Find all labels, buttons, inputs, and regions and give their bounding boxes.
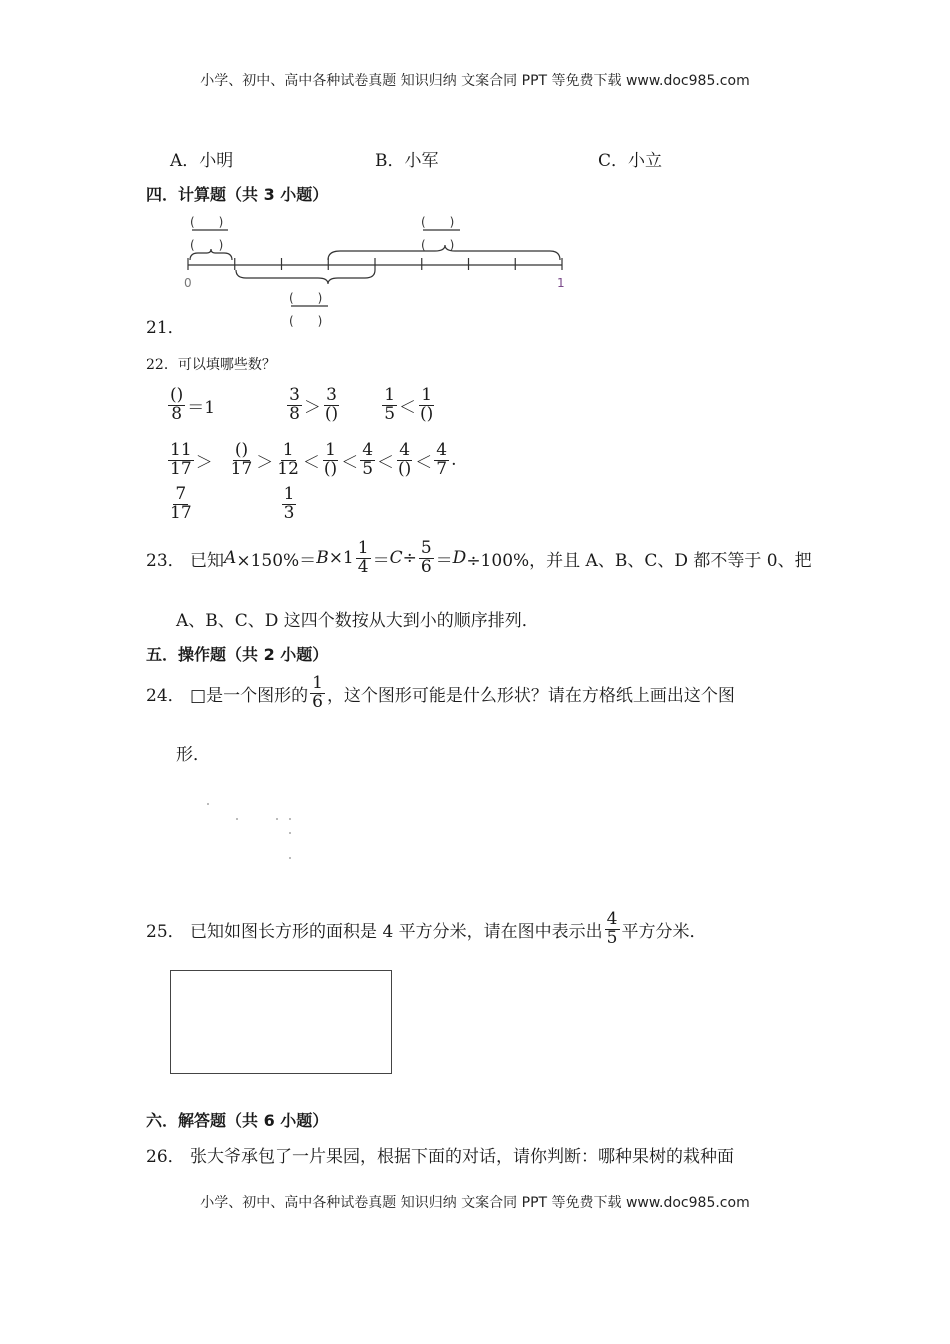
grid-dot [289, 818, 291, 820]
blank-num-bottom: ( ) [289, 291, 323, 305]
q21-number: 21． [146, 318, 185, 338]
grid-dot [236, 818, 238, 820]
fraction: $\frac{1}{3}$ [283, 484, 295, 523]
fraction: $\frac{1}{4}$ [357, 538, 369, 577]
grid-dot [289, 832, 291, 834]
fraction: $\frac{3}{8}$ [289, 385, 300, 424]
q23-line2: A、B、C、D 这四个数按从大到小的顺序排列． [176, 611, 539, 631]
label-one: 1 [557, 276, 565, 290]
fraction: $\frac{4}{5}$ [362, 440, 374, 479]
q26-text: 26． 张大爷承包了一片果园，根据下面的对话，请你判断：哪种果树的栽种面 [146, 1147, 735, 1167]
q22-row1: $\frac{()}{8}$ ＝1 $\frac{3}{8}$ ＞ $\frac{3}{()}$ $\frac{1}{5}$ ＜ $\frac{1}{()}$ [170, 385, 434, 424]
fraction: $\frac{1}{()}$ [420, 385, 434, 424]
section-5-title: 五．操作题（共 2 小题） [146, 645, 329, 664]
fraction: $\frac{5}{6}$ [420, 538, 432, 577]
section-6-title: 六．解答题（共 6 小题） [146, 1111, 329, 1130]
q22-row3 [166, 486, 298, 523]
q24-line1: 24． □是一个图形的 $\frac{1}{6}$ ，这个图形可能是什么形状？请在方格纸上画出这个图 [146, 673, 735, 712]
blank-den-large: ( ) [421, 238, 455, 252]
blank-num-small: ( ) [190, 215, 224, 229]
label-zero: 0 [184, 276, 192, 290]
fraction: $\frac{1}{5}$ [384, 385, 396, 424]
section-4-title: 四．计算题（共 3 小题） [146, 185, 329, 204]
q22-row2: $\frac{11}{17}$ ＞ $\frac{()}{17}$ ＞ $\frac{1}{12}$ ＜ $\frac{1}{()}$ ＜ $\frac{4}{5}$ ＜ $\frac{4}{()}$ ＜ $\frac{4}{7}$ . [170, 440, 457, 479]
q23-line1: 23． 已知 A ×150%＝ B ×1 $\frac{1}{4}$ ＝ C ÷ $\frac{5}{6}$ ＝ D ÷100%，并且 A、B、C、D 都不等于 0、把 [146, 538, 812, 577]
blank-num-large: ( ) [421, 215, 455, 229]
fraction: $\frac{7}{17}$ [170, 484, 192, 523]
q24-line2: 形． [176, 745, 210, 765]
fraction: $\frac{4}{5}$ [606, 909, 618, 948]
q22-prompt: 22．可以填哪些数？ [146, 357, 276, 373]
option-b: B．小军 [375, 151, 439, 171]
brace-bottom [236, 270, 375, 284]
blank-den-bottom: ( ) [289, 314, 323, 328]
rectangle-figure [170, 970, 392, 1074]
blank-den-small: ( ) [190, 238, 224, 252]
grid-dot [289, 857, 291, 859]
page-footer: 小学、初中、高中各种试卷真题 知识归纳 文案合同 PPT 等免费下载 www.doc985.com [200, 1195, 750, 1211]
fraction: $\frac{()}{8}$ [170, 385, 184, 424]
q25-line1: 25． 已知如图长方形的面积是 4 平方分米，请在图中表示出 $\frac{4}{5}$ 平方分米． [146, 909, 707, 948]
fraction: $\frac{4}{()}$ [398, 440, 412, 479]
fraction: $\frac{11}{17}$ [170, 440, 192, 479]
fraction: $\frac{1}{12}$ [277, 440, 299, 479]
fraction: $\frac{1}{()}$ [323, 440, 338, 479]
option-a: A．小明 [170, 151, 234, 171]
fraction: $\frac{1}{6}$ [312, 673, 323, 712]
grid-dot [207, 803, 209, 805]
fraction: $\frac{4}{7}$ [436, 440, 448, 479]
fraction: $\frac{()}{17}$ [230, 440, 253, 479]
page-header: 小学、初中、高中各种试卷真题 知识归纳 文案合同 PPT 等免费下载 www.doc985.com [200, 73, 750, 89]
grid-dot [276, 818, 278, 820]
option-c: C．小立 [598, 151, 663, 171]
fraction: $\frac{3}{()}$ [324, 385, 339, 424]
number-line-diagram [180, 208, 580, 333]
